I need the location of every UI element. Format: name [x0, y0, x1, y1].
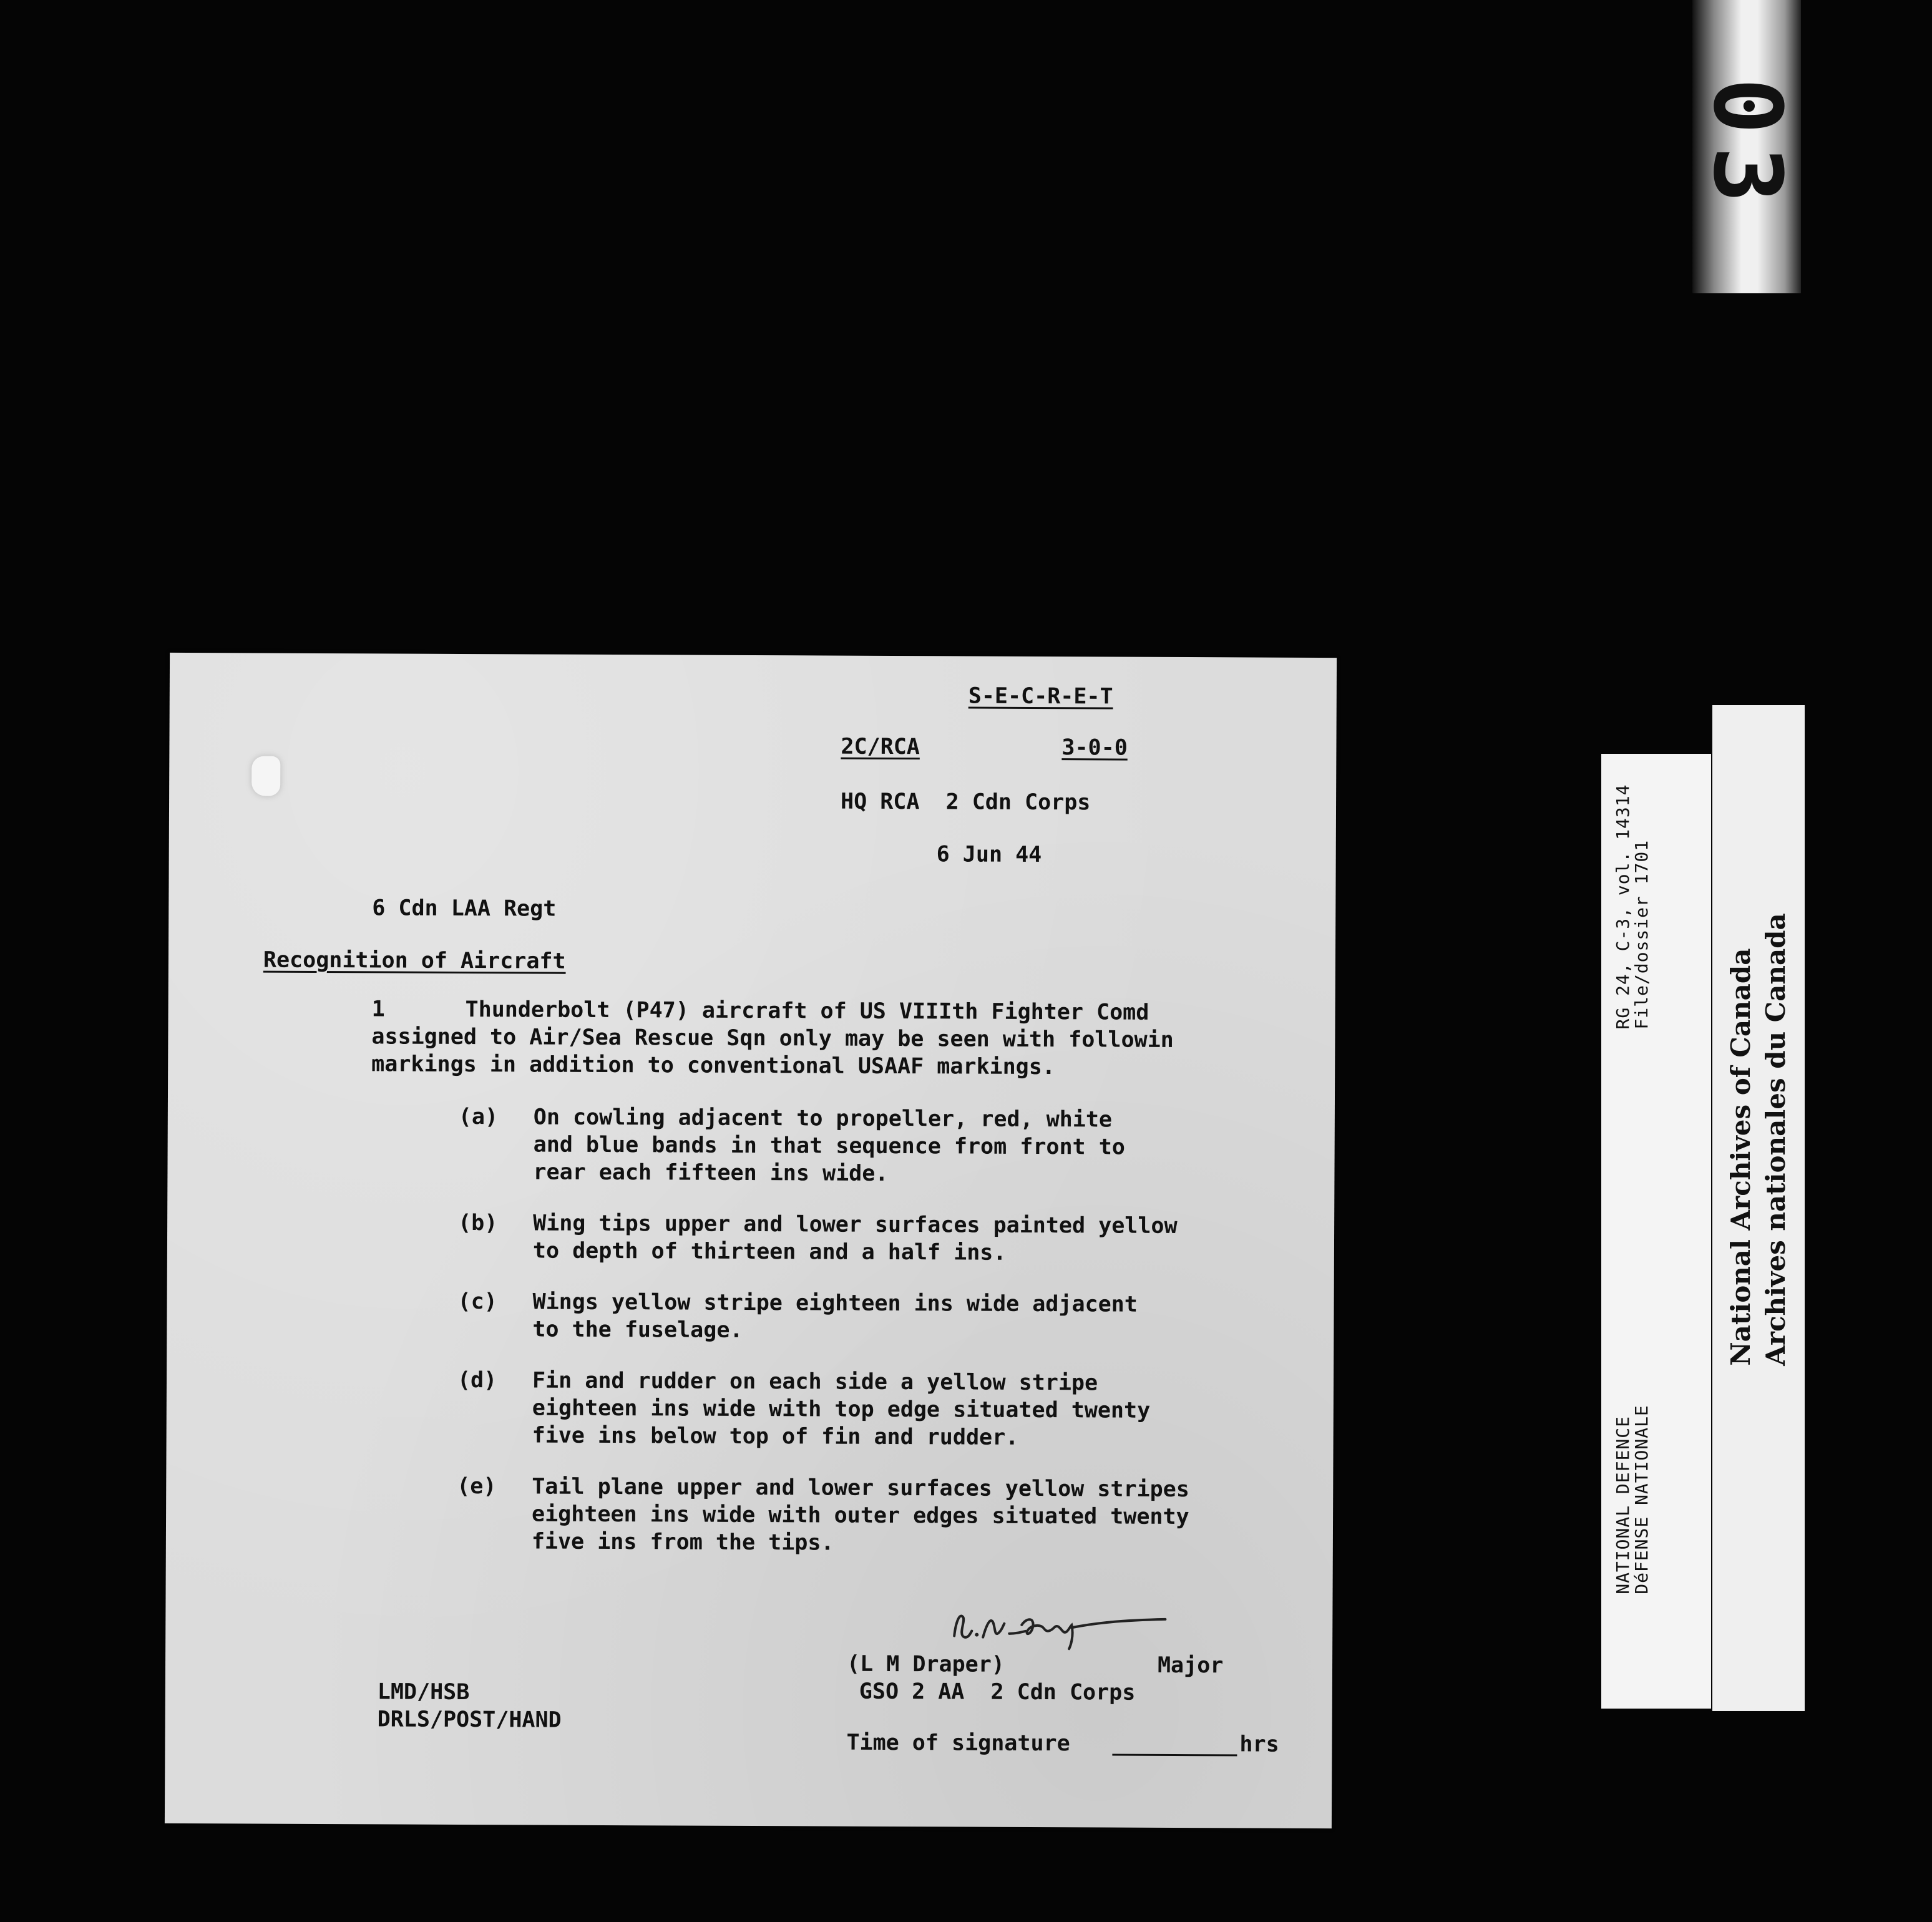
item-b-label: (b) — [458, 1210, 498, 1236]
paragraph-1-line-2: assigned to Air/Sea Rescue Sqn only may be seen with followin — [371, 1024, 1174, 1053]
archives-label-line-1: National Archives of Canada — [1725, 948, 1756, 1366]
item-e-label: (e) — [457, 1473, 497, 1500]
reference-initials: LMD/HSB — [377, 1679, 470, 1705]
national-defence-stamp — [1601, 754, 1711, 1709]
distribution-line: DRLS/POST/HAND — [377, 1707, 562, 1733]
subject-heading: Recognition of Aircraft — [263, 947, 566, 974]
time-of-signature-label: Time of signature — [846, 1730, 1070, 1757]
item-a-line-1: On cowling adjacent to propeller, red, white — [533, 1105, 1113, 1133]
item-a-line-2: and blue bands in that sequence from front to — [533, 1132, 1125, 1160]
national-archives-stamp — [1712, 705, 1805, 1711]
document-date: 6 Jun 44 — [936, 842, 1042, 868]
frame-number-text: 03 — [1692, 77, 1801, 216]
archive-reference-line-2: File/dossier 1701 — [1631, 839, 1652, 1030]
document-page — [165, 653, 1337, 1828]
classification-marking: S-E-C-R-E-T — [968, 683, 1113, 710]
origin-header: HQ RCA 2 Cdn Corps — [840, 789, 1091, 816]
archive-reference-line-1: RG 24, C-3, vol. 14314 — [1612, 784, 1633, 1030]
signatory-rank: Major — [1157, 1652, 1224, 1679]
defence-label-line-1: NATIONAL DEFENCE — [1612, 1416, 1633, 1594]
handwritten-signature — [947, 1598, 1171, 1656]
archives-label — [1724, 913, 1793, 1365]
file-number: 3-0-0 — [1061, 735, 1128, 761]
item-b-line-2: to depth of thirteen and a half ins. — [532, 1238, 1007, 1266]
file-reference: 2C/RCA — [841, 734, 920, 760]
item-d-line-1: Fin and rudder on each side a yellow stripe — [532, 1368, 1098, 1396]
signatory-title: GSO 2 AA 2 Cdn Corps — [859, 1679, 1136, 1705]
archives-label-line-2: Archives nationales du Canada — [1760, 913, 1791, 1366]
item-a-line-3: rear each fifteen ins wide. — [533, 1159, 889, 1186]
time-of-signature-unit: hrs — [1239, 1732, 1279, 1757]
item-e-line-3: five ins from the tips. — [531, 1529, 834, 1556]
addressee: 6 Cdn LAA Regt — [372, 895, 557, 922]
item-d-line-2: eighteen ins wide with top edge situated twenty — [532, 1395, 1151, 1423]
defence-label-line-2: DéFENSE NATIONALE — [1631, 1405, 1652, 1594]
item-c-label: (c) — [457, 1289, 497, 1315]
defence-label — [1614, 1405, 1651, 1594]
archive-reference — [1614, 784, 1651, 1030]
item-d-label: (d) — [457, 1367, 497, 1393]
item-b-line-1: Wing tips upper and lower surfaces painted yellow — [533, 1211, 1178, 1239]
staple-mark — [251, 756, 280, 796]
paragraph-number: 1 — [371, 997, 385, 1022]
item-d-line-3: five ins below top of fin and rudder. — [532, 1423, 1019, 1450]
film-frame-number — [1692, 0, 1801, 293]
item-c-line-2: to the fuselage. — [532, 1317, 743, 1343]
item-a-label: (a) — [458, 1104, 499, 1130]
paragraph-1-line-3: markings in addition to conventional USAAF markings. — [371, 1051, 1056, 1080]
time-of-signature-blank — [1112, 1754, 1237, 1757]
signatory-name: (L M Draper) — [846, 1651, 1005, 1677]
item-e-line-1: Tail plane upper and lower surfaces yellow stripes — [532, 1474, 1189, 1503]
paragraph-1-line-1: Thunderbolt (P47) aircraft of US VIIIth Fighter Comd — [465, 997, 1149, 1025]
item-c-line-1: Wings yellow stripe eighteen ins wide adjacent — [532, 1289, 1138, 1317]
item-e-line-2: eighteen ins wide with outer edges situated twenty — [531, 1501, 1189, 1530]
